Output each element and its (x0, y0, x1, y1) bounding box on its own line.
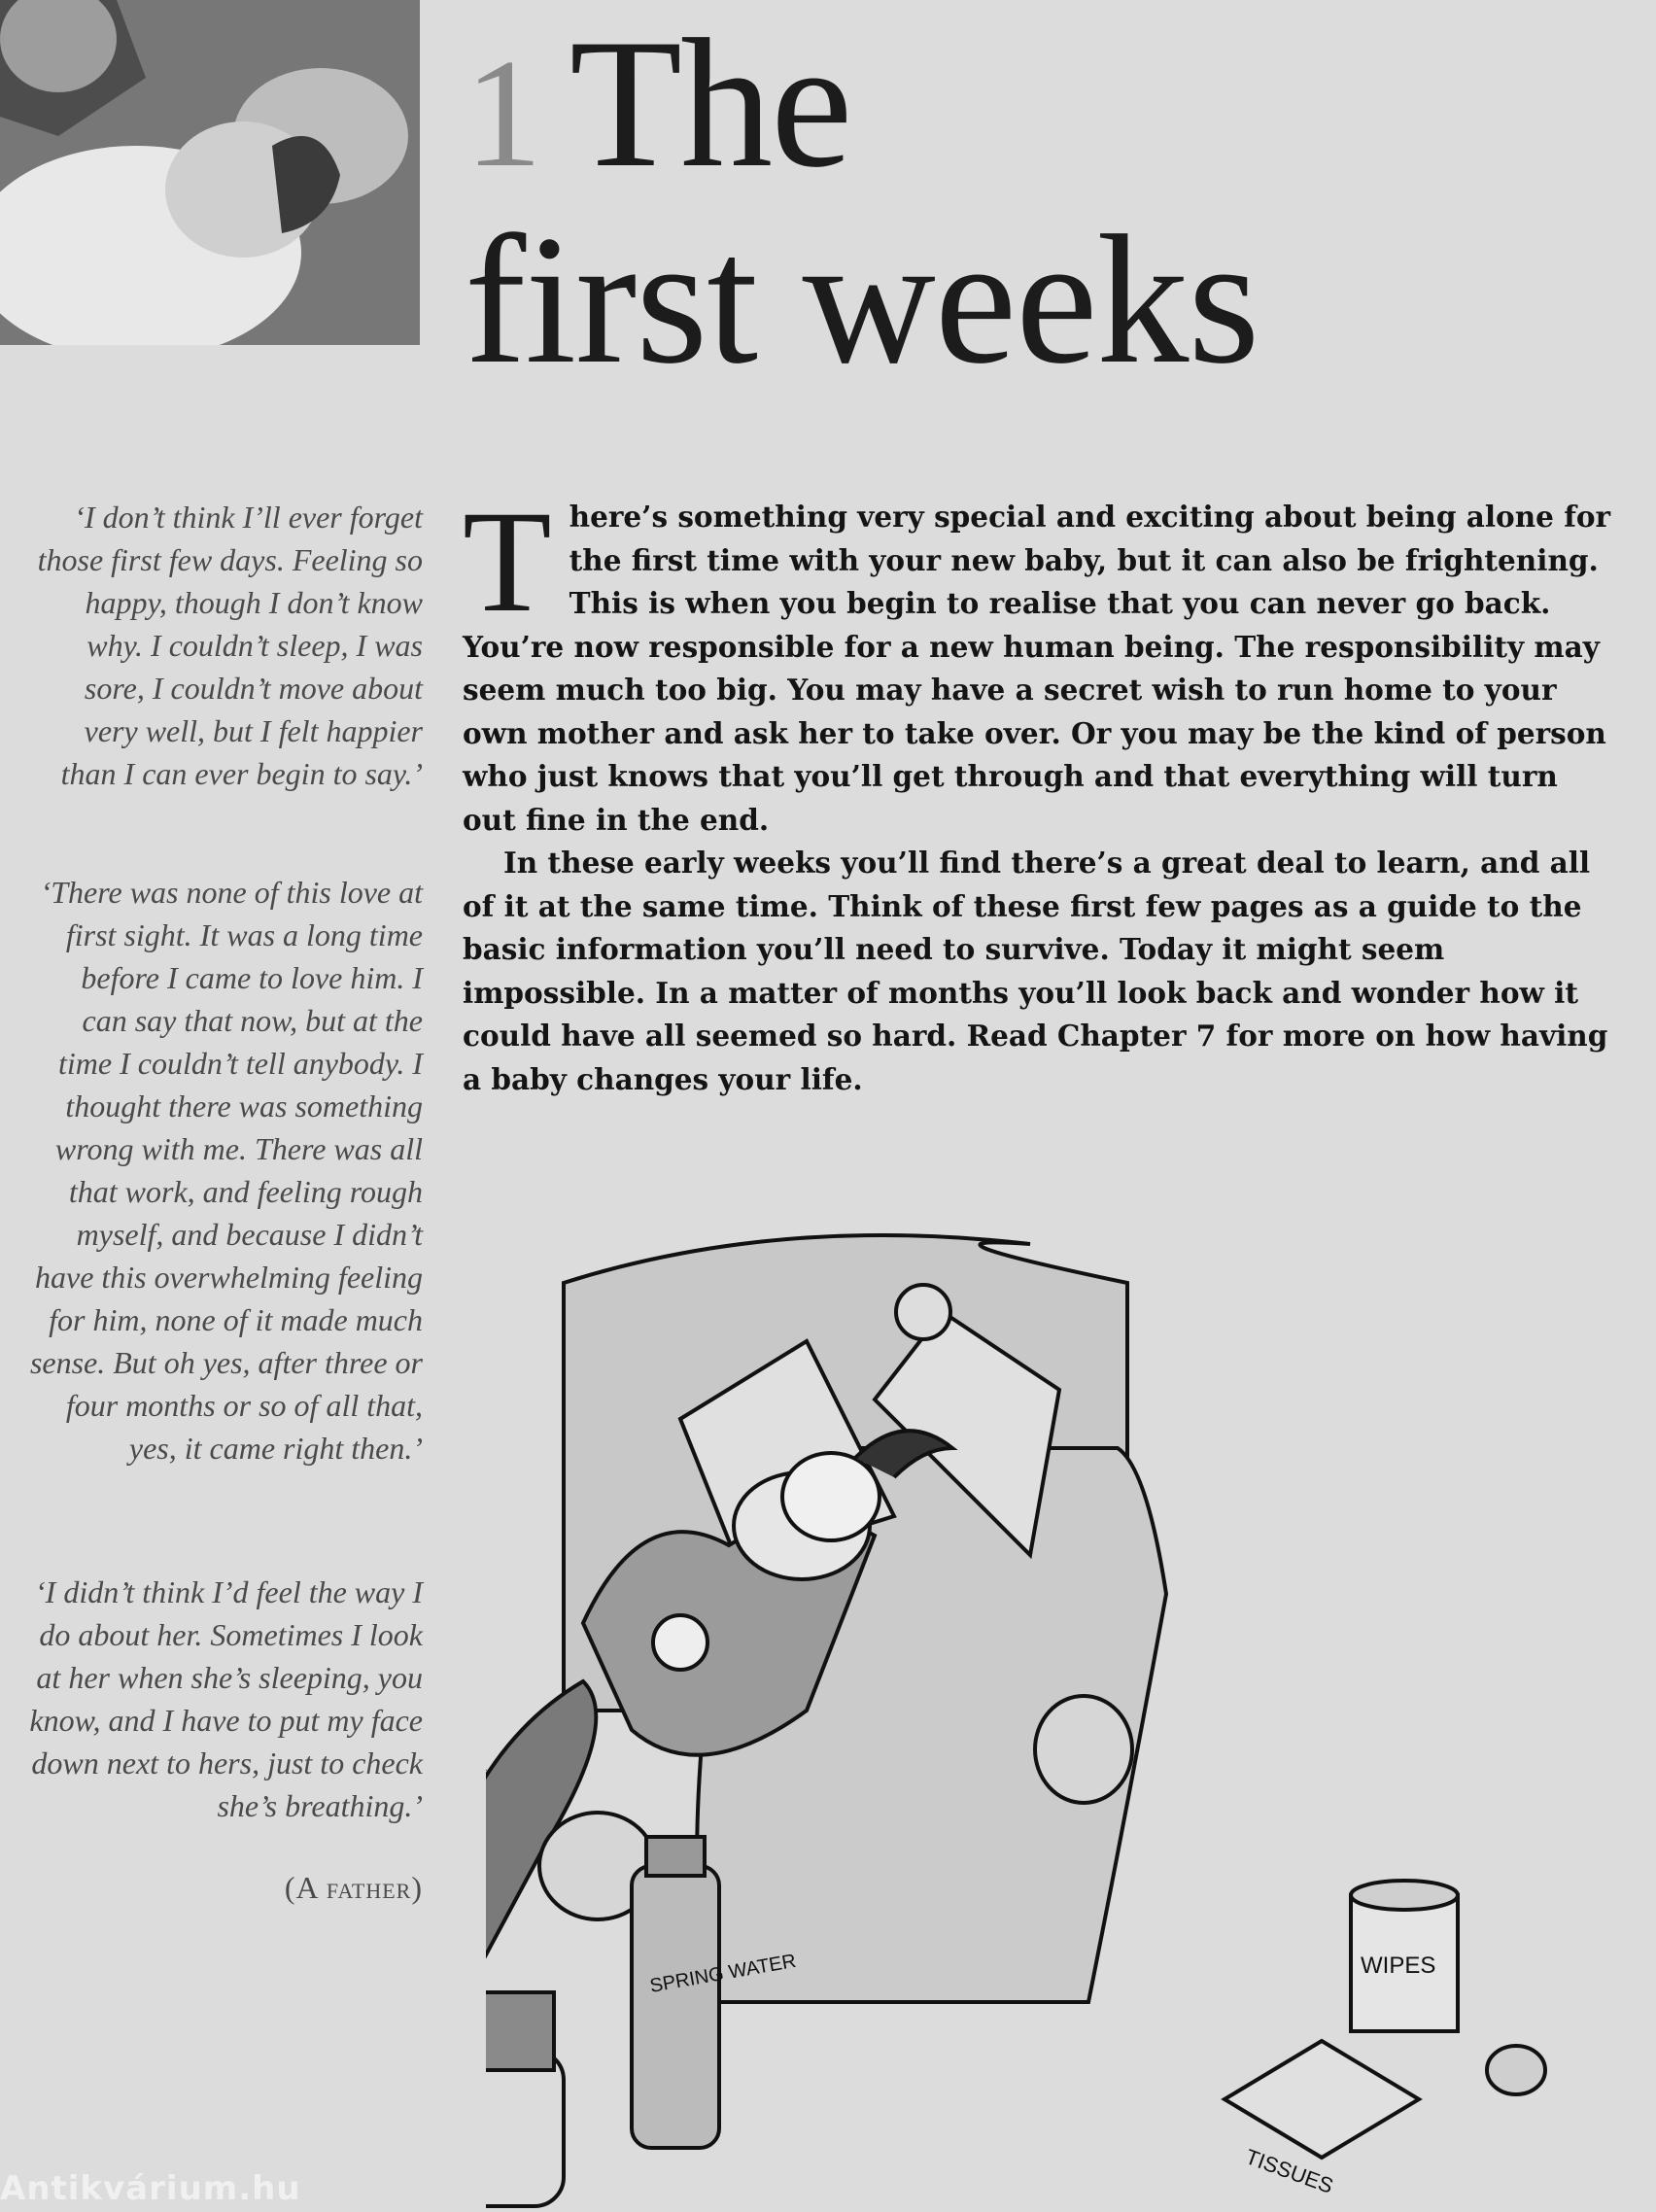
sidebar-quotes (29, 496, 423, 1909)
box-label: TISSUES (1242, 2144, 1337, 2198)
bottle-label: SPRING WATER (648, 1950, 798, 1997)
paragraph-1-text: here’s something very special and exciting about being alone for the first time with your new baby, but it can also be frightening. This is when you begin to realise that you can never go back. You’re now responsible for a new human being. The responsibility may seem much too big. You may have a secret wish to run home to your own mother and ask her to take over. Or you may be the kind of person who just knows that you’ll get through and that everything will turn out fine in the end. (463, 500, 1611, 837)
quote-2: ‘There was none of this love at first sight. It was a long time before I came to love him. I can say that now, but at the time I couldn’t tell anybody. I thought there was something wrong with me. There was all that work, and feeling rough myself, and because I didn’t have this overwhelming feeling for him, none of it made much sense. But oh yes, after three or four months or so of all that, yes, it came right then.’ (29, 875, 423, 1466)
quote-attribution: (A father) (284, 1870, 423, 1905)
drop-cap: T (463, 481, 552, 642)
mother-and-baby-photo (0, 0, 420, 345)
quote-3: ‘I didn’t think I’d feel the way I do about her. Sometimes I look at her when she’s sleeping, you know, and I have to put my face down next to hers, just to check she’s breathing.’ (29, 1574, 423, 1823)
chapter-number: 1 (465, 26, 540, 199)
title-line-2: first weeks (465, 198, 1259, 402)
paragraph-1 (463, 481, 1619, 842)
tin-label: WIPES (1361, 1953, 1436, 1979)
mother-asleep-in-armchair-illustration (486, 1225, 1633, 2208)
quote-1: ‘I don’t think I’ll ever forget those first few days. Feeling so happy, though I don’t know why. I couldn’t sleep, I was sore, I couldn’t move about very well, but I felt happier than I can ever begin to say.’ (37, 500, 423, 791)
paragraph-2: In these early weeks you’ll find there’s a great deal to learn, and all of it at the same time. Think of these first few pages as a guide to the basic information you’ll need to survive. Today it might seem impossible. In a matter of months you’ll look back and wonder how it could have all seemed so hard. Read Chapter 7 for more on how having a baby changes your life. (463, 846, 1608, 1096)
watermark: Antikvárium.hu (0, 2169, 301, 2208)
body-text (463, 481, 1619, 1101)
chapter-title (465, 2, 1611, 402)
title-line-1: The (569, 2, 851, 206)
